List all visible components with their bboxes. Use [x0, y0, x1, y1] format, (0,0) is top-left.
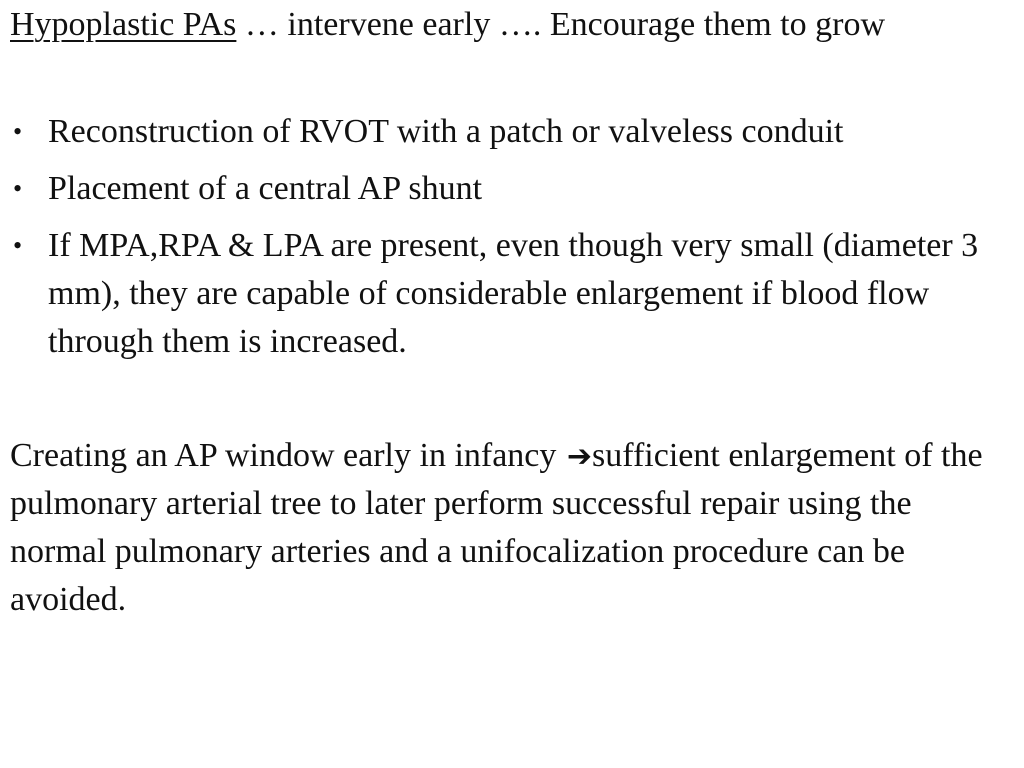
bullet-icon: • — [13, 231, 23, 260]
heading-underlined-text: Hypoplastic PAs — [10, 6, 237, 43]
bullet-text: If MPA,RPA & LPA are present, even though very small (diameter 3 mm), they are capable of considerable enlargement if blood flow through them is increased. — [48, 227, 979, 360]
paragraph-text-before-arrow: Creating an AP window early in infancy — [10, 437, 565, 474]
bullet-item — [10, 108, 1010, 156]
bullet-text: Reconstruction of RVOT with a patch or valveless conduit — [48, 113, 844, 150]
bullet-text: Placement of a central AP shunt — [48, 170, 483, 207]
heading-rest-text: … intervene early …. Encourage them to grow — [236, 6, 885, 43]
paragraph-text-after-arrow: sufficient enlargement of the pulmonary arterial tree to later perform successful repair using the normal pulmonary arteries and a unifocalization procedure can be avoided. — [10, 437, 983, 618]
conclusion-paragraph — [10, 432, 1010, 624]
slide — [10, 0, 1014, 768]
bullet-item — [10, 222, 1010, 366]
bullet-list — [10, 108, 1010, 375]
slide-heading — [10, 1, 1010, 49]
bullet-icon: • — [13, 174, 23, 203]
arrow-right-icon: ➔ — [566, 439, 593, 474]
bullet-item — [10, 165, 1010, 213]
bullet-icon: • — [13, 117, 23, 146]
